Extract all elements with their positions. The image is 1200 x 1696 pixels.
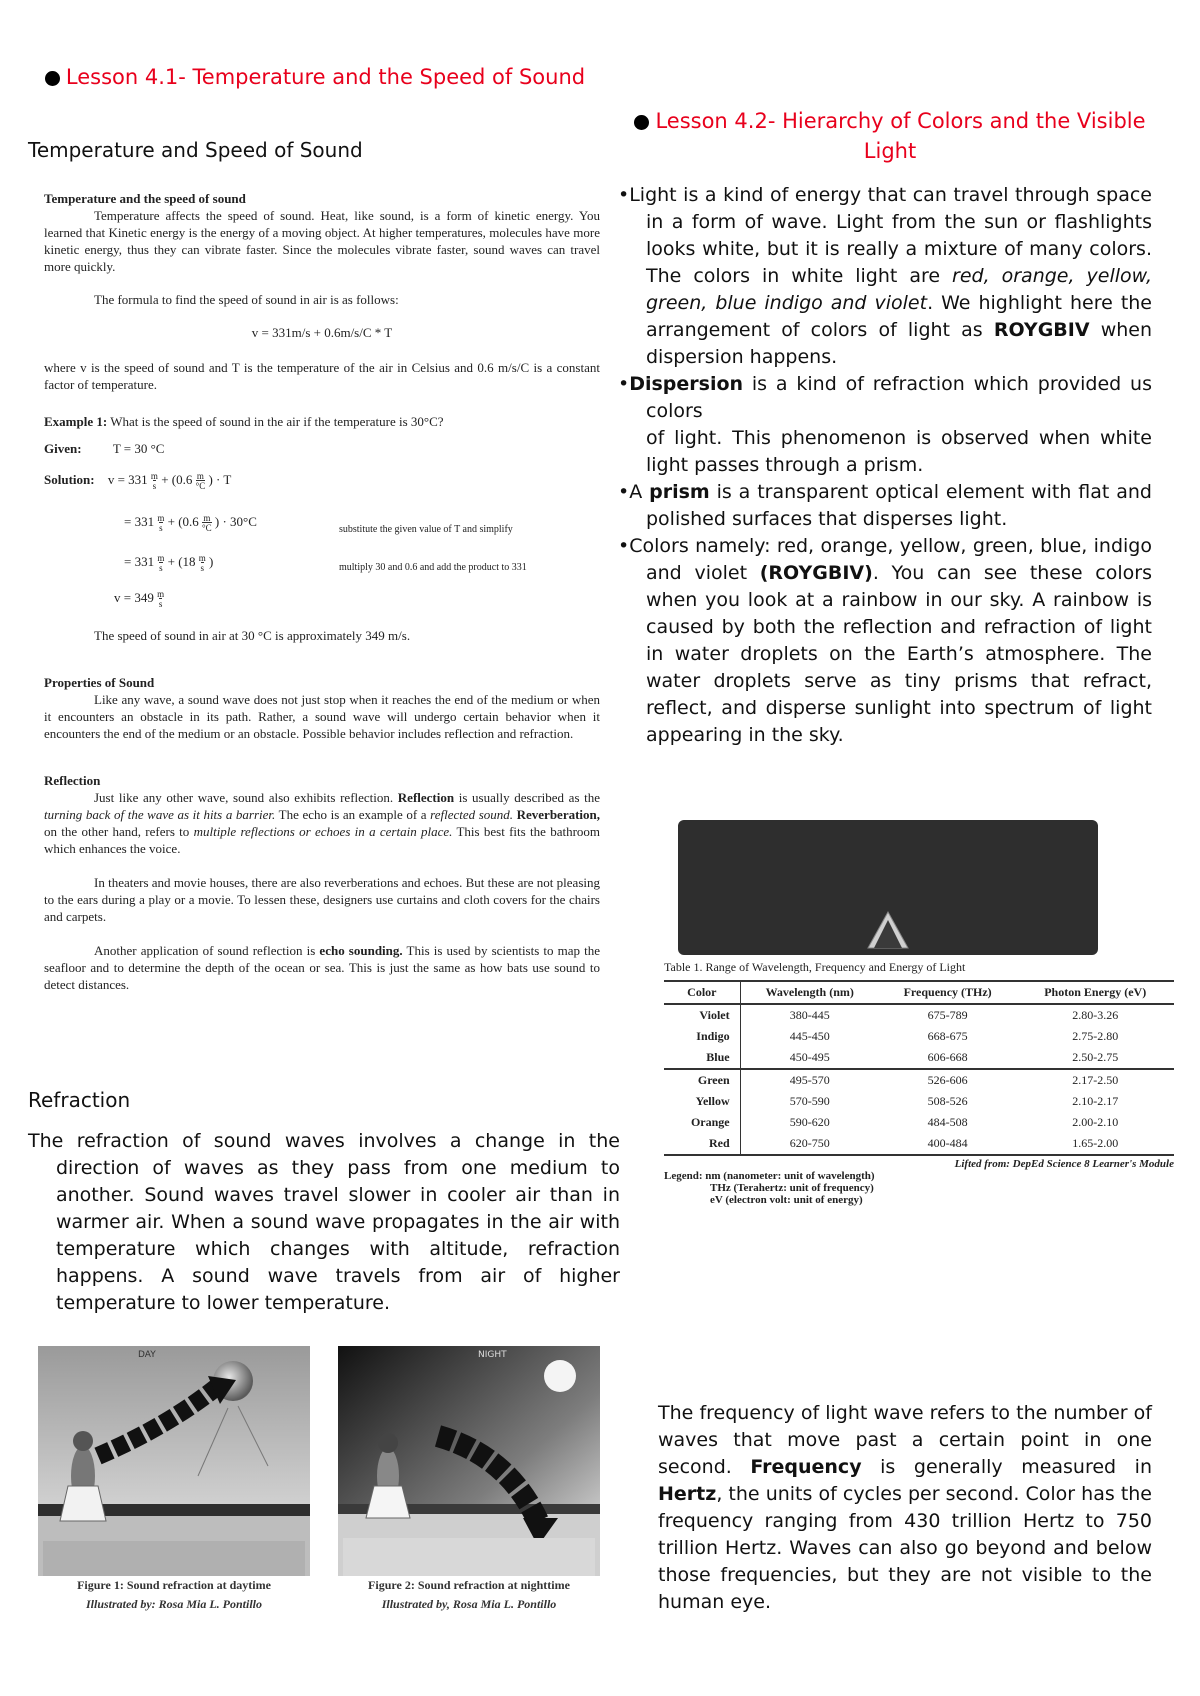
figure-1-daytime: [38, 1346, 310, 1576]
table-cell: 606-668: [927, 1050, 968, 1064]
b4-text: . You can see these colors when you look at a rainbow in our sky. A rainbow is caused by both the reflection and refraction of light in water droplets on the Earth’s atmosphere. The water droplets serve as tiny prisms that refract, reflect, and disperse sunlight into spectrum of light appearing in the sky.: [646, 562, 1152, 746]
b1-text: . We highlight here the arrangement of colors of light as: [646, 292, 1152, 341]
sol2-b: + (0.6: [167, 514, 199, 529]
figure-2-caption: [338, 1578, 600, 1612]
section-title: Temperature and Speed of Sound: [28, 138, 363, 162]
lesson-4-1-title-text: Lesson 4.1- Temperature and the Speed of Sound: [65, 65, 586, 89]
sol2-note: substitute the given value of T and simplify: [339, 524, 513, 535]
table-cell: 380-445: [789, 1008, 830, 1022]
moon-icon: [544, 1360, 576, 1392]
freq-text: is generally measured in: [880, 1456, 1152, 1478]
freq-text: The frequency of light wave refers to the number of waves that move past a certain point in one second.: [658, 1402, 1152, 1478]
table-legend: [664, 1170, 1174, 1206]
col-header-frequency: Frequency (THz): [903, 985, 992, 999]
b3-bold: prism: [649, 481, 710, 503]
b3-text: is a transparent optical element with flat and polished surfaces that disperses light.: [646, 481, 1152, 530]
solution-line-3: [124, 553, 213, 573]
frac-num: m: [150, 471, 158, 482]
solution-line-1: [44, 471, 231, 491]
frac-den: s: [158, 599, 163, 610]
sol1-a: v = 331: [107, 472, 148, 487]
table-cell: 445-450: [789, 1029, 830, 1043]
table-caption: Table 1. Range of Wavelength, Frequency and Energy of Light: [664, 960, 966, 974]
figure-1-caption: [38, 1578, 310, 1612]
frac-den: s: [200, 563, 205, 574]
night-label: NIGHT: [478, 1350, 507, 1360]
sol3-c: ): [209, 554, 214, 569]
figure-2-nighttime: [338, 1346, 600, 1576]
frac-den: °C: [195, 481, 206, 492]
table-cell-color: Orange: [664, 1112, 740, 1133]
table-cell-color: Red: [664, 1133, 740, 1155]
legend-line: Legend: nm (nanometer: unit of wavelength): [664, 1170, 875, 1182]
frac-den: s: [152, 481, 157, 492]
b2-text: is a kind of refraction which provided us colors: [646, 373, 1152, 422]
table-cell: 2.10-2.17: [1072, 1094, 1119, 1108]
refl-text: The echo is an example of a: [278, 807, 427, 822]
solution-block: [44, 471, 600, 621]
b1-italic: red, orange, yellow, green, blue indigo and violet: [646, 265, 1152, 314]
scanned-excerpt: [44, 190, 600, 993]
reflection-heading: Reflection: [44, 773, 101, 788]
freq-bold: Frequency: [750, 1456, 862, 1478]
lesson-4-2-title: [612, 106, 1168, 166]
legend-line: THz (Terahertz: unit of frequency): [710, 1182, 874, 1194]
fraction-m-s-c: [202, 513, 212, 533]
refl-bold: echo sounding.: [319, 943, 403, 958]
table-row: [664, 1026, 1174, 1047]
daytime-illustration: [38, 1346, 310, 1576]
table-cell: 620-750: [789, 1136, 830, 1150]
table-cell: 2.80-3.26: [1072, 1008, 1119, 1022]
reflection-p2: In theaters and movie houses, there are also reverberations and echoes. But these are not pleasing to the ears during a play or a movie. To lessen these, designers use curtains and cloth covers for the chairs and carpets.: [44, 875, 600, 924]
col-header-color: Color: [664, 981, 740, 1004]
table-cell: 526-606: [927, 1073, 968, 1087]
sol2-c: ) · 30°C: [214, 514, 257, 529]
lesson-4-1-title: [30, 62, 600, 92]
caption-text: Figure 2: Sound refraction at nighttime: [368, 1578, 570, 1592]
caption-credit: Illustrated by: Rosa Mia L. Pontillo: [85, 1597, 262, 1611]
table-cell: 590-620: [789, 1115, 830, 1129]
bullet-colors: [618, 533, 1152, 749]
props-heading: Properties of Sound: [44, 675, 155, 690]
frac-den: s: [159, 563, 163, 574]
solution-line-2: [124, 513, 257, 533]
given-label: Given:: [44, 441, 82, 456]
reflection-p1: [44, 789, 600, 857]
freq-text: , the units of cycles per second. Color has the frequency ranging from 430 trillion Hertz to 750 trillion Hertz. Waves can also go beyond and below those frequencies, but they are not visible to the human eye.: [658, 1483, 1152, 1613]
refl-text: This is used by scientists to map the seafloor and to determine the depth of the ocean or sea. This is just the same as how bats use sound to detect distances.: [44, 943, 601, 992]
legend-line: eV (electron volt: unit of energy): [710, 1194, 863, 1206]
excerpt-heading: Temperature and the speed of sound: [44, 191, 246, 206]
light-bullets: [618, 182, 1152, 749]
sol1-b: + (0.6: [161, 472, 193, 487]
table-cell: 675-789: [927, 1008, 968, 1022]
table-cell-color: Yellow: [664, 1091, 740, 1112]
refl-italic: turning back of the wave as it hits a barrier.: [44, 807, 276, 822]
table-cell: 450-495: [789, 1050, 830, 1064]
example-label: Example 1:: [44, 414, 108, 429]
table-cell-color: Violet: [664, 1004, 740, 1026]
sol4-a: v = 349: [114, 590, 154, 605]
frac-den: s: [159, 523, 163, 534]
table-body: [664, 1004, 1174, 1155]
wavelength-table: [664, 980, 1174, 1156]
table-cell-color: Indigo: [664, 1026, 740, 1047]
refl-text: Another application of sound reflection is: [94, 943, 316, 958]
example-question: [44, 413, 600, 430]
b4-text: •Colors namely: red, orange, yellow, green, blue, indigo and violet: [618, 535, 1152, 584]
reflection-p3: [44, 942, 600, 993]
table-cell: 1.65-2.00: [1072, 1136, 1119, 1150]
solution-label: Solution:: [44, 472, 95, 487]
example-text: What is the speed of sound in the air if the temperature is 30°C?: [110, 414, 444, 429]
refl-text: This best fits the bathroom which enhances the voice.: [44, 824, 601, 856]
solution-line-4: [114, 589, 164, 609]
frac-num: m: [198, 553, 206, 564]
b2-bold: Dispersion: [629, 373, 744, 395]
b1-text: •Light is a kind of energy that can travel through space in a form of wave. Light from the sun or flashlights looks white, but it is really a mixture of many colors. The colors in white light are: [618, 184, 1152, 287]
caption-credit: Illustrated by, Rosa Mia L. Pontillo: [381, 1597, 557, 1611]
bullet-prism: [618, 479, 1152, 533]
table-row: [664, 1112, 1174, 1133]
frac-num: m: [157, 589, 165, 600]
table-row: [664, 1069, 1174, 1091]
b1-bold: ROYGBIV: [993, 319, 1090, 341]
bullet-light: [618, 182, 1152, 371]
fraction-m-s: [157, 589, 164, 609]
b2-text: •: [618, 373, 630, 395]
table-cell: 508-526: [927, 1094, 968, 1108]
table-cell: 400-484: [927, 1136, 968, 1150]
table-row: [664, 1047, 1174, 1069]
example-answer: The speed of sound in air at 30 °C is approximately 349 m/s.: [94, 628, 411, 643]
fraction-m-s: [157, 553, 164, 573]
frac-num: m: [157, 513, 165, 524]
col-header-wavelength: Wavelength (nm): [765, 985, 854, 999]
sol3-a: = 331: [124, 554, 155, 569]
table-cell: 2.75-2.80: [1072, 1029, 1119, 1043]
table-cell-color: Blue: [664, 1047, 740, 1069]
refraction-title: Refraction: [28, 1088, 131, 1112]
refraction-text: The refraction of sound waves involves a change in the direction of waves as they pass from one medium to another. Sound waves travel slower in cooler air than in warmer air. When a sound wave propagates in the air with temperature which changes with altitude, refraction happens. A sound wave travels from air of higher temperature to lower temperature.: [28, 1130, 620, 1314]
refl-italic: multiple reflections or echoes in a certain place.: [193, 824, 453, 839]
sol2-a: = 331: [124, 514, 155, 529]
fraction-m-s: [199, 553, 206, 573]
table-row: [664, 1004, 1174, 1026]
lesson-4-2-title-text: Lesson 4.2- Hierarchy of Colors and the Visible Light: [655, 109, 1146, 163]
table-cell-color: Green: [664, 1069, 740, 1091]
b4-bold: (ROYGBIV): [759, 562, 873, 584]
fraction-m-s: [157, 513, 164, 533]
formula-where: where v is the speed of sound and T is the temperature of the air in Celsius and 0.6 m/s/C is a constant factor of temperature.: [44, 360, 600, 392]
bullet-dispersion-cont: of light. This phenomenon is observed when white light passes through a prism.: [646, 427, 1152, 476]
table-cell: 2.00-2.10: [1072, 1115, 1119, 1129]
refl-bold: Reflection: [397, 790, 455, 805]
table-row: [664, 1091, 1174, 1112]
table-cell: 484-508: [927, 1115, 968, 1129]
table-cell: 668-675: [927, 1029, 968, 1043]
table-cell: 2.50-2.75: [1072, 1050, 1119, 1064]
given-line: [44, 440, 600, 457]
sol3-note: multiply 30 and 0.6 and add the product to 331: [339, 562, 527, 573]
refl-bold: Reverberation,: [516, 807, 601, 822]
frac-num: m: [157, 553, 165, 564]
formula: v = 331m/s + 0.6m/s/C * T: [251, 325, 393, 340]
prism-icon: [678, 820, 1098, 955]
refl-text: Just like any other wave, sound also exhibits reflection.: [94, 790, 394, 805]
frac-num: m: [203, 513, 211, 524]
b1-text: when dispersion happens.: [646, 319, 1153, 368]
light-table: [664, 980, 1174, 1206]
frac-num: m: [196, 471, 204, 482]
bullet-icon: [634, 115, 649, 130]
day-label: DAY: [138, 1350, 156, 1360]
props-text: Like any wave, a sound wave does not just stop when it reaches the end of the medium or when it encounters an obstacle in its path. Rather, a sound wave will undergo certain behavior when it encounters the end of the medium or an obstacle. Possible behavior includes reflection and refraction.: [44, 692, 600, 741]
frac-den: °C: [202, 523, 212, 534]
table-source: Lifted from: DepEd Science 8 Learner's Module: [954, 1158, 1174, 1170]
fraction-m-s: [151, 471, 158, 491]
refl-italic: reflected sound.: [430, 807, 514, 822]
table-cell: 495-570: [789, 1073, 830, 1087]
bullet-dispersion: [618, 371, 1152, 425]
table-cell: 570-590: [789, 1094, 830, 1108]
fraction-m-s-c: [196, 471, 206, 491]
b3-text: •A: [618, 481, 643, 503]
table-row: [664, 1133, 1174, 1155]
col-header-energy: Photon Energy (eV): [1044, 985, 1147, 999]
formula-intro: The formula to find the speed of sound in air is as follows:: [94, 292, 399, 307]
nighttime-illustration: [338, 1346, 600, 1576]
bullet-icon: [45, 71, 60, 86]
table-cell: 2.17-2.50: [1072, 1073, 1119, 1087]
sol3-b: + (18: [167, 554, 196, 569]
frequency-paragraph: [658, 1400, 1152, 1616]
prism-image: [678, 820, 1098, 955]
caption-text: Figure 1: Sound refraction at daytime: [77, 1578, 271, 1592]
excerpt-intro: Temperature affects the speed of sound. Heat, like sound, is a form of kinetic energy. You learned that Kinetic energy is the energy of a moving object. At higher temperatures, molecules have more kinetic energy, thus they can vibrate faster. Since the molecules vibrate faster, sound waves can travel more quickly.: [44, 208, 600, 274]
sol1-c: ) · T: [208, 472, 232, 487]
freq-bold: Hertz: [658, 1483, 717, 1505]
refl-text: on the other hand, refers to: [44, 824, 190, 839]
refl-text: is usually described as the: [458, 790, 601, 805]
given-value: T = 30 °C: [112, 441, 165, 456]
